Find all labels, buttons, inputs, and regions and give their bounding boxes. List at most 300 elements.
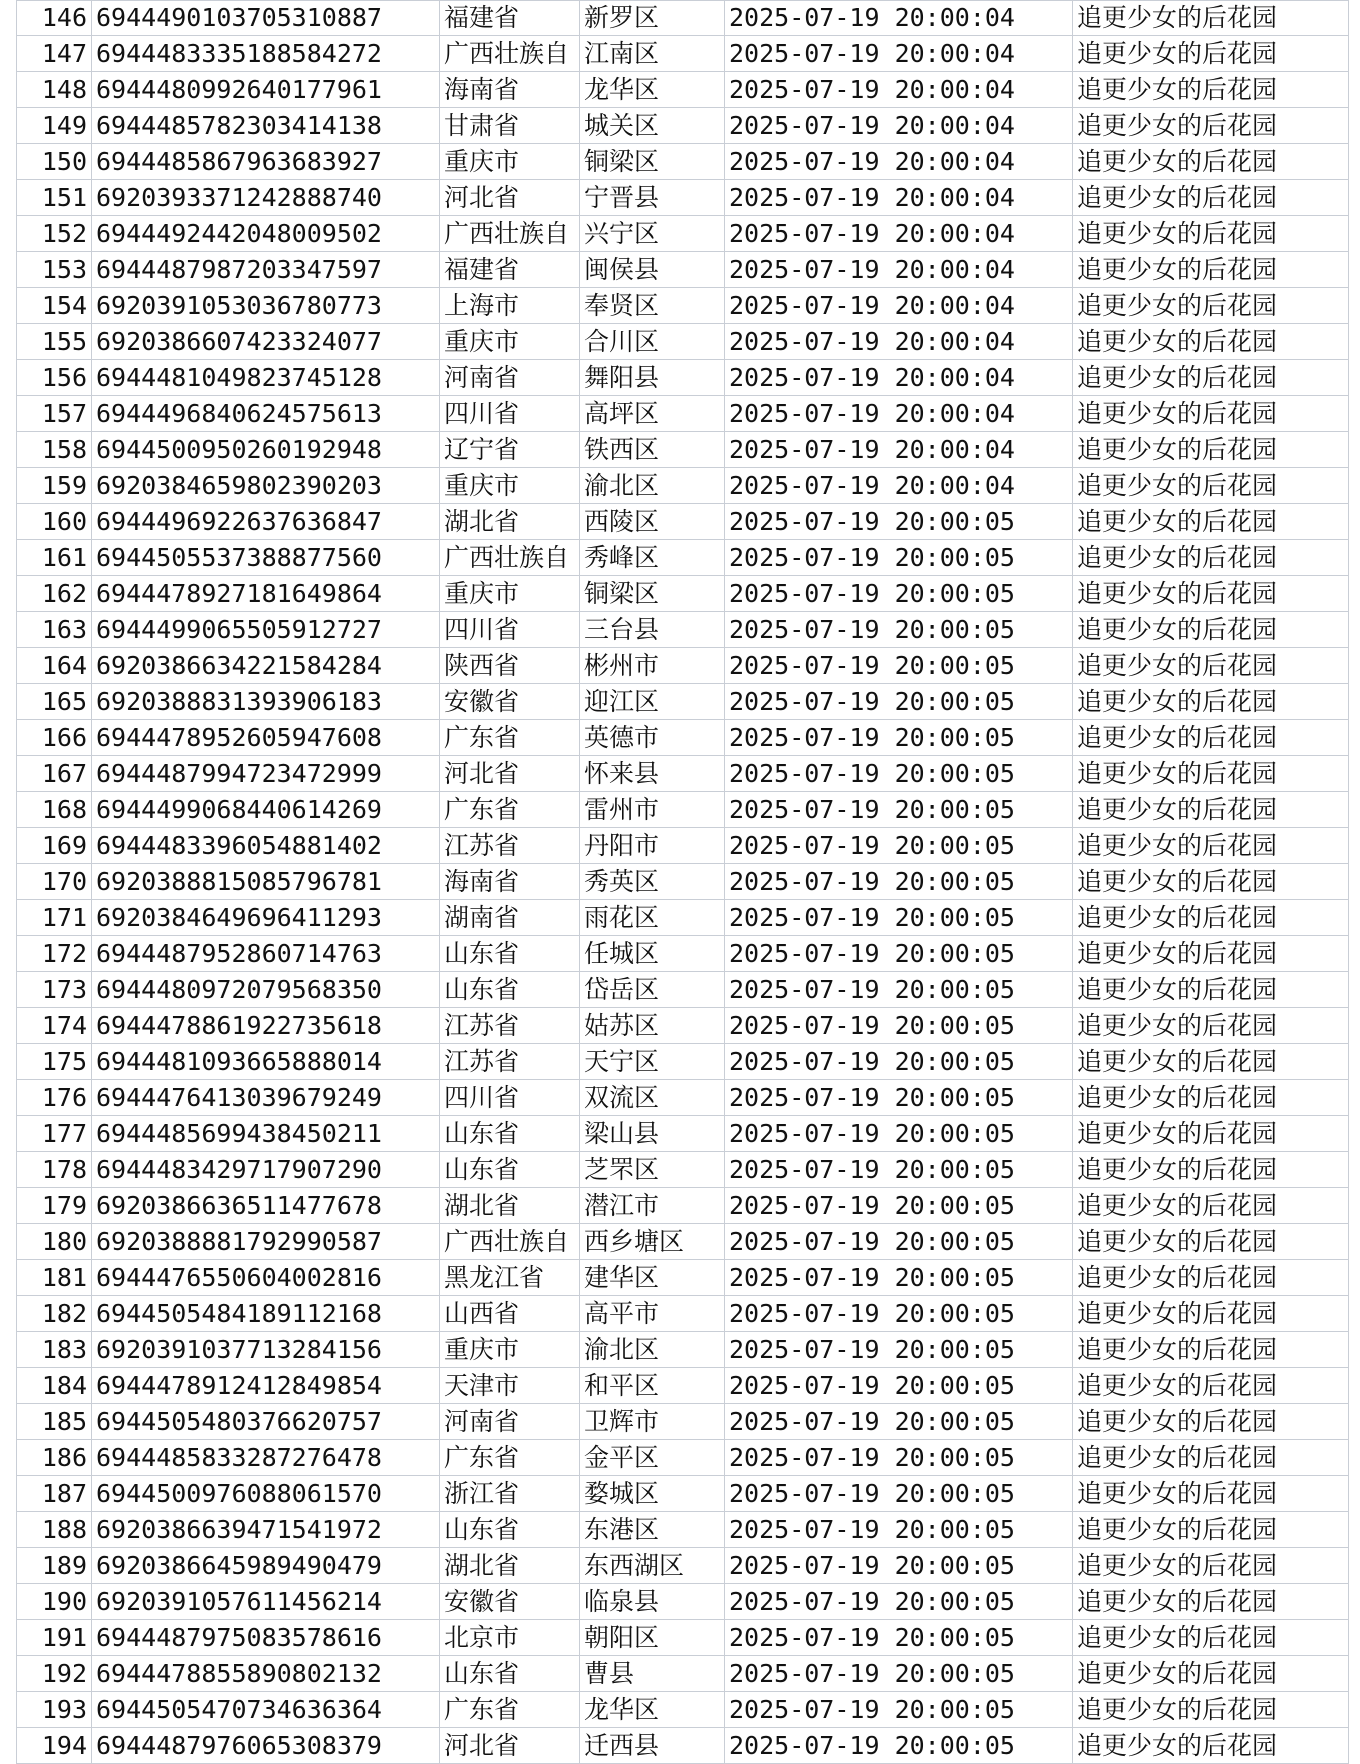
row-number-cell[interactable]: 165 [17, 684, 92, 720]
timestamp-cell[interactable]: 2025-07-19 20:00:05 [725, 1008, 1073, 1044]
timestamp-cell[interactable]: 2025-07-19 20:00:04 [725, 216, 1073, 252]
user-id-cell[interactable]: 6944487994723472999 [92, 756, 440, 792]
timestamp-cell[interactable]: 2025-07-19 20:00:05 [725, 576, 1073, 612]
source-cell[interactable]: 追更少女的后花园 [1073, 1188, 1349, 1224]
timestamp-cell[interactable]: 2025-07-19 20:00:05 [725, 1044, 1073, 1080]
row-number-cell[interactable]: 177 [17, 1116, 92, 1152]
timestamp-cell[interactable]: 2025-07-19 20:00:05 [725, 756, 1073, 792]
source-cell[interactable]: 追更少女的后花园 [1073, 540, 1349, 576]
source-cell[interactable]: 追更少女的后花园 [1073, 864, 1349, 900]
row-number-cell[interactable]: 180 [17, 1224, 92, 1260]
timestamp-cell[interactable]: 2025-07-19 20:00:05 [725, 1116, 1073, 1152]
source-cell[interactable]: 追更少女的后花园 [1073, 252, 1349, 288]
user-id-cell[interactable]: 6944485782303414138 [92, 108, 440, 144]
source-cell[interactable]: 追更少女的后花园 [1073, 900, 1349, 936]
province-cell[interactable]: 山西省 [440, 1296, 580, 1332]
district-cell[interactable]: 东港区 [580, 1512, 725, 1548]
user-id-cell[interactable]: 6920391037713284156 [92, 1332, 440, 1368]
row-number-cell[interactable]: 154 [17, 288, 92, 324]
province-cell[interactable]: 重庆市 [440, 468, 580, 504]
source-cell[interactable]: 追更少女的后花园 [1073, 72, 1349, 108]
timestamp-cell[interactable]: 2025-07-19 20:00:05 [725, 972, 1073, 1008]
user-id-cell[interactable]: 6920384649696411293 [92, 900, 440, 936]
row-number-cell[interactable]: 162 [17, 576, 92, 612]
source-cell[interactable]: 追更少女的后花园 [1073, 180, 1349, 216]
source-cell[interactable]: 追更少女的后花园 [1073, 1296, 1349, 1332]
source-cell[interactable]: 追更少女的后花园 [1073, 1332, 1349, 1368]
province-cell[interactable]: 广东省 [440, 1440, 580, 1476]
user-id-cell[interactable]: 6944500976088061570 [92, 1476, 440, 1512]
district-cell[interactable]: 曹县 [580, 1656, 725, 1692]
user-id-cell[interactable]: 6944481049823745128 [92, 360, 440, 396]
source-cell[interactable]: 追更少女的后花园 [1073, 108, 1349, 144]
district-cell[interactable]: 姑苏区 [580, 1008, 725, 1044]
district-cell[interactable]: 三台县 [580, 612, 725, 648]
district-cell[interactable]: 朝阳区 [580, 1620, 725, 1656]
source-cell[interactable]: 追更少女的后花园 [1073, 720, 1349, 756]
province-cell[interactable]: 山东省 [440, 1512, 580, 1548]
district-cell[interactable]: 潜江市 [580, 1188, 725, 1224]
user-id-cell[interactable]: 6944490103705310887 [92, 1, 440, 36]
user-id-cell[interactable]: 6944496922637636847 [92, 504, 440, 540]
timestamp-cell[interactable]: 2025-07-19 20:00:04 [725, 144, 1073, 180]
province-cell[interactable]: 上海市 [440, 288, 580, 324]
source-cell[interactable]: 追更少女的后花园 [1073, 1728, 1349, 1764]
timestamp-cell[interactable]: 2025-07-19 20:00:05 [725, 1620, 1073, 1656]
district-cell[interactable]: 秀峰区 [580, 540, 725, 576]
timestamp-cell[interactable]: 2025-07-19 20:00:05 [725, 1692, 1073, 1728]
source-cell[interactable]: 追更少女的后花园 [1073, 756, 1349, 792]
timestamp-cell[interactable]: 2025-07-19 20:00:04 [725, 288, 1073, 324]
user-id-cell[interactable]: 6920388881792990587 [92, 1224, 440, 1260]
district-cell[interactable]: 西陵区 [580, 504, 725, 540]
province-cell[interactable]: 安徽省 [440, 1584, 580, 1620]
timestamp-cell[interactable]: 2025-07-19 20:00:05 [725, 504, 1073, 540]
timestamp-cell[interactable]: 2025-07-19 20:00:04 [725, 432, 1073, 468]
source-cell[interactable]: 追更少女的后花园 [1073, 1584, 1349, 1620]
row-number-cell[interactable]: 190 [17, 1584, 92, 1620]
district-cell[interactable]: 丹阳市 [580, 828, 725, 864]
user-id-cell[interactable]: 6944478855890802132 [92, 1656, 440, 1692]
row-number-cell[interactable]: 153 [17, 252, 92, 288]
district-cell[interactable]: 高平市 [580, 1296, 725, 1332]
user-id-cell[interactable]: 6944483429717907290 [92, 1152, 440, 1188]
province-cell[interactable]: 天津市 [440, 1368, 580, 1404]
source-cell[interactable]: 追更少女的后花园 [1073, 1656, 1349, 1692]
district-cell[interactable]: 龙华区 [580, 1692, 725, 1728]
province-cell[interactable]: 重庆市 [440, 144, 580, 180]
province-cell[interactable]: 陕西省 [440, 648, 580, 684]
row-number-cell[interactable]: 171 [17, 900, 92, 936]
table-row [17, 144, 1349, 180]
district-cell[interactable]: 雷州市 [580, 792, 725, 828]
province-cell[interactable]: 重庆市 [440, 1332, 580, 1368]
district-cell[interactable]: 合川区 [580, 324, 725, 360]
timestamp-cell[interactable]: 2025-07-19 20:00:04 [725, 1, 1073, 36]
row-number-cell[interactable]: 181 [17, 1260, 92, 1296]
province-cell[interactable]: 山东省 [440, 1152, 580, 1188]
source-cell[interactable]: 追更少女的后花园 [1073, 432, 1349, 468]
row-number-cell[interactable]: 193 [17, 1692, 92, 1728]
province-cell[interactable]: 江苏省 [440, 1044, 580, 1080]
source-cell[interactable]: 追更少女的后花园 [1073, 36, 1349, 72]
province-cell[interactable]: 海南省 [440, 864, 580, 900]
row-number-cell[interactable]: 148 [17, 72, 92, 108]
user-id-cell[interactable]: 6944492442048009502 [92, 216, 440, 252]
district-cell[interactable]: 临泉县 [580, 1584, 725, 1620]
province-cell[interactable]: 湖北省 [440, 1548, 580, 1584]
user-id-cell[interactable]: 6944505484189112168 [92, 1296, 440, 1332]
user-id-cell[interactable]: 6944496840624575613 [92, 396, 440, 432]
timestamp-cell[interactable]: 2025-07-19 20:00:05 [725, 684, 1073, 720]
province-cell[interactable]: 福建省 [440, 252, 580, 288]
user-id-cell[interactable]: 6944487976065308379 [92, 1728, 440, 1764]
user-id-cell[interactable]: 6944505480376620757 [92, 1404, 440, 1440]
district-cell[interactable]: 宁晋县 [580, 180, 725, 216]
timestamp-cell[interactable]: 2025-07-19 20:00:05 [725, 612, 1073, 648]
row-number-cell[interactable]: 175 [17, 1044, 92, 1080]
row-number-cell[interactable]: 182 [17, 1296, 92, 1332]
row-number-cell[interactable]: 179 [17, 1188, 92, 1224]
district-cell[interactable]: 迁西县 [580, 1728, 725, 1764]
timestamp-cell[interactable]: 2025-07-19 20:00:04 [725, 108, 1073, 144]
timestamp-cell[interactable]: 2025-07-19 20:00:04 [725, 396, 1073, 432]
province-cell[interactable]: 山东省 [440, 972, 580, 1008]
district-cell[interactable]: 西乡塘区 [580, 1224, 725, 1260]
province-cell[interactable]: 江苏省 [440, 828, 580, 864]
district-cell[interactable]: 渝北区 [580, 1332, 725, 1368]
district-cell[interactable]: 渝北区 [580, 468, 725, 504]
row-number-cell[interactable]: 194 [17, 1728, 92, 1764]
district-cell[interactable]: 卫辉市 [580, 1404, 725, 1440]
row-number-cell[interactable]: 191 [17, 1620, 92, 1656]
row-number-cell[interactable]: 161 [17, 540, 92, 576]
source-cell[interactable]: 追更少女的后花园 [1073, 1116, 1349, 1152]
province-cell[interactable]: 重庆市 [440, 576, 580, 612]
timestamp-cell[interactable]: 2025-07-19 20:00:05 [725, 648, 1073, 684]
source-cell[interactable]: 追更少女的后花园 [1073, 1620, 1349, 1656]
source-cell[interactable]: 追更少女的后花园 [1073, 324, 1349, 360]
timestamp-cell[interactable]: 2025-07-19 20:00:05 [725, 1188, 1073, 1224]
row-number-cell[interactable]: 168 [17, 792, 92, 828]
district-cell[interactable]: 天宁区 [580, 1044, 725, 1080]
district-cell[interactable]: 英德市 [580, 720, 725, 756]
user-id-cell[interactable]: 6944500950260192948 [92, 432, 440, 468]
source-cell[interactable]: 追更少女的后花园 [1073, 1224, 1349, 1260]
source-cell[interactable]: 追更少女的后花园 [1073, 972, 1349, 1008]
user-id-cell[interactable]: 6944476413039679249 [92, 1080, 440, 1116]
row-number-cell[interactable]: 160 [17, 504, 92, 540]
province-cell[interactable]: 四川省 [440, 612, 580, 648]
timestamp-cell[interactable]: 2025-07-19 20:00:05 [725, 864, 1073, 900]
user-id-cell[interactable]: 6944480972079568350 [92, 972, 440, 1008]
province-cell[interactable]: 四川省 [440, 396, 580, 432]
user-id-cell[interactable]: 6944487952860714763 [92, 936, 440, 972]
user-id-cell[interactable]: 6944478861922735618 [92, 1008, 440, 1044]
source-cell[interactable]: 追更少女的后花园 [1073, 684, 1349, 720]
province-cell[interactable]: 河北省 [440, 180, 580, 216]
source-cell[interactable]: 追更少女的后花园 [1073, 360, 1349, 396]
timestamp-cell[interactable]: 2025-07-19 20:00:05 [725, 1476, 1073, 1512]
row-number-cell[interactable]: 166 [17, 720, 92, 756]
district-cell[interactable]: 岱岳区 [580, 972, 725, 1008]
source-cell[interactable]: 追更少女的后花园 [1073, 288, 1349, 324]
user-id-cell[interactable]: 6920386634221584284 [92, 648, 440, 684]
timestamp-cell[interactable]: 2025-07-19 20:00:05 [725, 900, 1073, 936]
source-cell[interactable]: 追更少女的后花园 [1073, 648, 1349, 684]
province-cell[interactable]: 甘肃省 [440, 108, 580, 144]
district-cell[interactable]: 江南区 [580, 36, 725, 72]
user-id-cell[interactable]: 6944481093665888014 [92, 1044, 440, 1080]
row-number-cell[interactable]: 185 [17, 1404, 92, 1440]
timestamp-cell[interactable]: 2025-07-19 20:00:05 [725, 1080, 1073, 1116]
row-number-cell[interactable]: 157 [17, 396, 92, 432]
timestamp-cell[interactable]: 2025-07-19 20:00:04 [725, 324, 1073, 360]
timestamp-cell[interactable]: 2025-07-19 20:00:05 [725, 1440, 1073, 1476]
province-cell[interactable]: 湖南省 [440, 900, 580, 936]
province-cell[interactable]: 河南省 [440, 1404, 580, 1440]
row-number-cell[interactable]: 189 [17, 1548, 92, 1584]
row-number-cell[interactable]: 186 [17, 1440, 92, 1476]
province-cell[interactable]: 山东省 [440, 936, 580, 972]
user-id-cell[interactable]: 6920386645989490479 [92, 1548, 440, 1584]
province-cell[interactable]: 湖北省 [440, 504, 580, 540]
district-cell[interactable]: 秀英区 [580, 864, 725, 900]
district-cell[interactable]: 高坪区 [580, 396, 725, 432]
source-cell[interactable]: 追更少女的后花园 [1073, 828, 1349, 864]
source-cell[interactable]: 追更少女的后花园 [1073, 1080, 1349, 1116]
user-id-cell[interactable]: 6944478912412849854 [92, 1368, 440, 1404]
province-cell[interactable]: 浙江省 [440, 1476, 580, 1512]
district-cell[interactable]: 东西湖区 [580, 1548, 725, 1584]
source-cell[interactable]: 追更少女的后花园 [1073, 504, 1349, 540]
province-cell[interactable]: 北京市 [440, 1620, 580, 1656]
province-cell[interactable]: 四川省 [440, 1080, 580, 1116]
timestamp-cell[interactable]: 2025-07-19 20:00:05 [725, 1548, 1073, 1584]
timestamp-cell[interactable]: 2025-07-19 20:00:04 [725, 180, 1073, 216]
source-cell[interactable]: 追更少女的后花园 [1073, 1, 1349, 36]
row-number-cell[interactable]: 156 [17, 360, 92, 396]
source-cell[interactable]: 追更少女的后花园 [1073, 216, 1349, 252]
district-cell[interactable]: 梁山县 [580, 1116, 725, 1152]
user-id-cell[interactable]: 6920386636511477678 [92, 1188, 440, 1224]
user-id-cell[interactable]: 6920388831393906183 [92, 684, 440, 720]
row-number-cell[interactable]: 187 [17, 1476, 92, 1512]
row-number-cell[interactable]: 149 [17, 108, 92, 144]
province-cell[interactable]: 广西壮族自 [440, 36, 580, 72]
row-number-cell[interactable]: 152 [17, 216, 92, 252]
district-cell[interactable]: 双流区 [580, 1080, 725, 1116]
source-cell[interactable]: 追更少女的后花园 [1073, 144, 1349, 180]
row-number-cell[interactable]: 174 [17, 1008, 92, 1044]
timestamp-cell[interactable]: 2025-07-19 20:00:05 [725, 1584, 1073, 1620]
district-cell[interactable]: 迎江区 [580, 684, 725, 720]
row-number-cell[interactable]: 178 [17, 1152, 92, 1188]
source-cell[interactable]: 追更少女的后花园 [1073, 1260, 1349, 1296]
source-cell[interactable]: 追更少女的后花园 [1073, 1008, 1349, 1044]
province-cell[interactable]: 福建省 [440, 1, 580, 36]
timestamp-cell[interactable]: 2025-07-19 20:00:05 [725, 1512, 1073, 1548]
timestamp-cell[interactable]: 2025-07-19 20:00:04 [725, 468, 1073, 504]
row-number-cell[interactable]: 163 [17, 612, 92, 648]
timestamp-cell[interactable]: 2025-07-19 20:00:04 [725, 72, 1073, 108]
province-cell[interactable]: 广东省 [440, 720, 580, 756]
province-cell[interactable]: 广东省 [440, 1692, 580, 1728]
user-id-cell[interactable]: 6920386639471541972 [92, 1512, 440, 1548]
user-id-cell[interactable]: 6944483396054881402 [92, 828, 440, 864]
province-cell[interactable]: 河北省 [440, 756, 580, 792]
timestamp-cell[interactable]: 2025-07-19 20:00:05 [725, 1404, 1073, 1440]
timestamp-cell[interactable]: 2025-07-19 20:00:05 [725, 540, 1073, 576]
district-cell[interactable]: 金平区 [580, 1440, 725, 1476]
user-id-cell[interactable]: 6920393371242888740 [92, 180, 440, 216]
timestamp-cell[interactable]: 2025-07-19 20:00:05 [725, 1296, 1073, 1332]
province-cell[interactable]: 广西壮族自 [440, 216, 580, 252]
province-cell[interactable]: 山东省 [440, 1656, 580, 1692]
district-cell[interactable]: 兴宁区 [580, 216, 725, 252]
district-cell[interactable]: 铜梁区 [580, 144, 725, 180]
timestamp-cell[interactable]: 2025-07-19 20:00:04 [725, 36, 1073, 72]
source-cell[interactable]: 追更少女的后花园 [1073, 1692, 1349, 1728]
source-cell[interactable]: 追更少女的后花园 [1073, 1440, 1349, 1476]
user-id-cell[interactable]: 6944485833287276478 [92, 1440, 440, 1476]
district-cell[interactable]: 建华区 [580, 1260, 725, 1296]
source-cell[interactable]: 追更少女的后花园 [1073, 576, 1349, 612]
table-row [17, 324, 1349, 360]
table-row [17, 108, 1349, 144]
district-cell[interactable]: 婺城区 [580, 1476, 725, 1512]
table-row [17, 1584, 1349, 1620]
district-cell[interactable]: 舞阳县 [580, 360, 725, 396]
row-number-cell[interactable]: 192 [17, 1656, 92, 1692]
user-id-cell[interactable]: 6944499068440614269 [92, 792, 440, 828]
user-id-cell[interactable]: 6944485867963683927 [92, 144, 440, 180]
source-cell[interactable]: 追更少女的后花园 [1073, 468, 1349, 504]
district-cell[interactable]: 雨花区 [580, 900, 725, 936]
user-id-cell[interactable]: 6944485699438450211 [92, 1116, 440, 1152]
row-number-cell[interactable]: 155 [17, 324, 92, 360]
district-cell[interactable]: 任城区 [580, 936, 725, 972]
row-number-cell[interactable]: 151 [17, 180, 92, 216]
user-id-cell[interactable]: 6944476550604002816 [92, 1260, 440, 1296]
source-cell[interactable]: 追更少女的后花园 [1073, 1404, 1349, 1440]
row-number-cell[interactable]: 188 [17, 1512, 92, 1548]
timestamp-cell[interactable]: 2025-07-19 20:00:05 [725, 936, 1073, 972]
district-cell[interactable]: 城关区 [580, 108, 725, 144]
source-cell[interactable]: 追更少女的后花园 [1073, 1368, 1349, 1404]
province-cell[interactable]: 黑龙江省 [440, 1260, 580, 1296]
row-number-cell[interactable]: 167 [17, 756, 92, 792]
province-cell[interactable]: 海南省 [440, 72, 580, 108]
province-cell[interactable]: 湖北省 [440, 1188, 580, 1224]
district-cell[interactable]: 彬州市 [580, 648, 725, 684]
province-cell[interactable]: 重庆市 [440, 324, 580, 360]
row-number-cell[interactable]: 164 [17, 648, 92, 684]
row-number-cell[interactable]: 172 [17, 936, 92, 972]
user-id-cell[interactable]: 6920391057611456214 [92, 1584, 440, 1620]
source-cell[interactable]: 追更少女的后花园 [1073, 396, 1349, 432]
row-number-cell[interactable]: 159 [17, 468, 92, 504]
province-cell[interactable]: 安徽省 [440, 684, 580, 720]
timestamp-cell[interactable]: 2025-07-19 20:00:05 [725, 828, 1073, 864]
timestamp-cell[interactable]: 2025-07-19 20:00:05 [725, 720, 1073, 756]
user-id-cell[interactable]: 6944487975083578616 [92, 1620, 440, 1656]
district-cell[interactable]: 芝罘区 [580, 1152, 725, 1188]
user-id-cell[interactable]: 6944487987203347597 [92, 252, 440, 288]
table-row [17, 432, 1349, 468]
user-id-cell[interactable]: 6920391053036780773 [92, 288, 440, 324]
timestamp-cell[interactable]: 2025-07-19 20:00:05 [725, 792, 1073, 828]
district-cell[interactable]: 闽侯县 [580, 252, 725, 288]
row-number-cell[interactable]: 183 [17, 1332, 92, 1368]
row-number-cell[interactable]: 147 [17, 36, 92, 72]
source-cell[interactable]: 追更少女的后花园 [1073, 1152, 1349, 1188]
timestamp-cell[interactable]: 2025-07-19 20:00:04 [725, 360, 1073, 396]
district-cell[interactable]: 龙华区 [580, 72, 725, 108]
user-id-cell[interactable]: 6944505537388877560 [92, 540, 440, 576]
district-cell[interactable]: 和平区 [580, 1368, 725, 1404]
user-id-cell[interactable]: 6944478927181649864 [92, 576, 440, 612]
source-cell[interactable]: 追更少女的后花园 [1073, 1548, 1349, 1584]
user-id-cell[interactable]: 6920386607423324077 [92, 324, 440, 360]
province-cell[interactable]: 广东省 [440, 792, 580, 828]
timestamp-cell[interactable]: 2025-07-19 20:00:05 [725, 1728, 1073, 1764]
district-cell[interactable]: 铜梁区 [580, 576, 725, 612]
source-cell[interactable]: 追更少女的后花园 [1073, 936, 1349, 972]
user-id-cell[interactable]: 6920384659802390203 [92, 468, 440, 504]
row-number-cell[interactable]: 176 [17, 1080, 92, 1116]
province-cell[interactable]: 辽宁省 [440, 432, 580, 468]
row-number-cell[interactable]: 184 [17, 1368, 92, 1404]
row-number-cell[interactable]: 146 [17, 1, 92, 36]
province-cell[interactable]: 河北省 [440, 1728, 580, 1764]
province-cell[interactable]: 江苏省 [440, 1008, 580, 1044]
province-cell[interactable]: 河南省 [440, 360, 580, 396]
timestamp-cell[interactable]: 2025-07-19 20:00:05 [725, 1224, 1073, 1260]
row-number-cell[interactable]: 170 [17, 864, 92, 900]
district-cell[interactable]: 奉贤区 [580, 288, 725, 324]
user-id-cell[interactable]: 6944483335188584272 [92, 36, 440, 72]
source-cell[interactable]: 追更少女的后花园 [1073, 1512, 1349, 1548]
district-cell[interactable]: 怀来县 [580, 756, 725, 792]
row-number-cell[interactable]: 173 [17, 972, 92, 1008]
user-id-cell[interactable]: 6944478952605947608 [92, 720, 440, 756]
source-cell[interactable]: 追更少女的后花园 [1073, 1476, 1349, 1512]
timestamp-cell[interactable]: 2025-07-19 20:00:05 [725, 1656, 1073, 1692]
province-cell[interactable]: 山东省 [440, 1116, 580, 1152]
source-cell[interactable]: 追更少女的后花园 [1073, 1044, 1349, 1080]
province-cell[interactable]: 广西壮族自 [440, 1224, 580, 1260]
row-number-cell[interactable]: 150 [17, 144, 92, 180]
district-cell[interactable]: 铁西区 [580, 432, 725, 468]
timestamp-cell[interactable]: 2025-07-19 20:00:05 [725, 1368, 1073, 1404]
user-id-cell[interactable]: 6920388815085796781 [92, 864, 440, 900]
row-number-cell[interactable]: 169 [17, 828, 92, 864]
row-number-cell[interactable]: 158 [17, 432, 92, 468]
user-id-cell[interactable]: 6944505470734636364 [92, 1692, 440, 1728]
timestamp-cell[interactable]: 2025-07-19 20:00:04 [725, 252, 1073, 288]
source-cell[interactable]: 追更少女的后花园 [1073, 792, 1349, 828]
timestamp-cell[interactable]: 2025-07-19 20:00:05 [725, 1332, 1073, 1368]
province-cell[interactable]: 广西壮族自 [440, 540, 580, 576]
timestamp-cell[interactable]: 2025-07-19 20:00:05 [725, 1260, 1073, 1296]
user-id-cell[interactable]: 6944480992640177961 [92, 72, 440, 108]
district-cell[interactable]: 新罗区 [580, 1, 725, 36]
timestamp-cell[interactable]: 2025-07-19 20:00:05 [725, 1152, 1073, 1188]
table-row [17, 1368, 1349, 1404]
source-cell[interactable]: 追更少女的后花园 [1073, 612, 1349, 648]
user-id-cell[interactable]: 6944499065505912727 [92, 612, 440, 648]
